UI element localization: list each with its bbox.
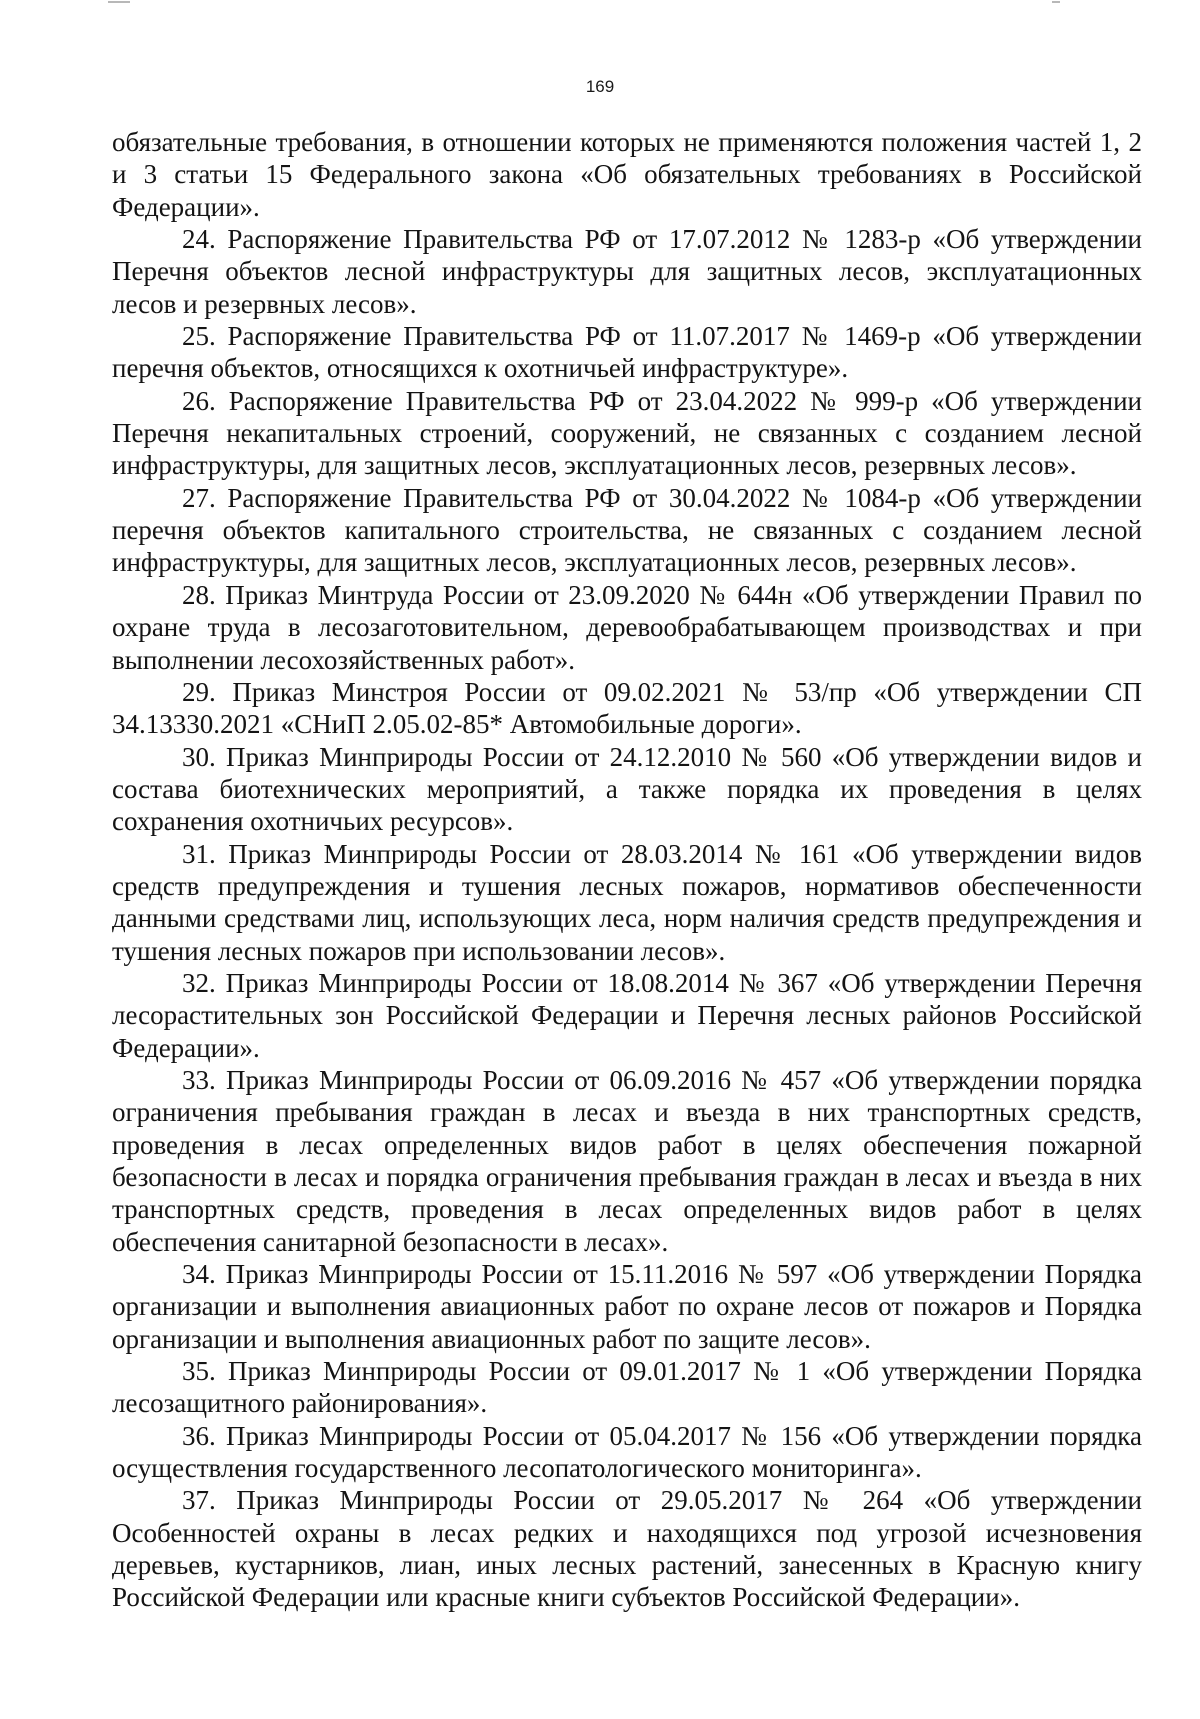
list-item-25: 25. Распоряжение Правительства РФ от 11.07.2017 № 1469-р «Об утверждении перечня объектов, относящихся к охотничьей инфраструктуре».: [112, 321, 1142, 384]
list-item-31: 31. Приказ Минприроды России от 28.03.2014 № 161 «Об утверждении видов средств предупреждения и тушения лесных пожаров, нормативов обеспеченности данными средствами лиц, использующих леса, норм наличия средств предупреждения и тушения лесных пожаров при использовании лесов».: [112, 838, 1142, 966]
list-item-24: 24. Распоряжение Правительства РФ от 17.07.2012 № 1283-р «Об утверждении Перечня объектов лесной инфраструктуры для защитных лесов, эксплуатационных лесов и резервных лесов».: [112, 224, 1142, 319]
list-item-29: 29. Приказ Минстроя России от 09.02.2021 № 53/пр «Об утверждении СП 34.13330.2021 «СНиП 2.05.02-85* Автомобильные дороги».: [112, 676, 1142, 740]
page-number: 169: [585, 77, 615, 96]
list-item-37: 37. Приказ Минприроды России от 29.05.2017 № 264 «Об утверждении Особенностей охраны в лесах редких и находящихся под угрозой исчезновения деревьев, кустарников, лиан, иных лесных растений, занесенных в Красную книгу Российской Федерации или красные книги субъектов Российской Федерации».: [112, 1485, 1142, 1613]
list-item-28: 28. Приказ Минтруда России от 23.09.2020 № 644н «Об утверждении Правил по охране труда в лесозаготовительном, деревообрабатывающем производствах и при выполнении лесохозяйственных работ».: [112, 579, 1142, 675]
paragraph-continuation: обязательные требования, в отношении которых не применяются положения частей 1, 2 и 3 статьи 15 Федерального закона «Об обязательных требованиях в Российской Федерации».: [112, 127, 1142, 222]
document-body: [112, 126, 1142, 1614]
list-item-33: 33. Приказ Минприроды России от 06.09.2016 № 457 «Об утверждении порядка ограничения пребывания граждан в лесах и въезда в них транспортных средств, проведения в лесах определенных видов работ в целях обеспечения пожарной безопасности в лесах и порядка ограничения пребывания граждан в лесах и въезда в них транспортных средств, проведения в лесах определенных видов работ в целях обеспечения санитарной безопасности в лесах».: [112, 1064, 1142, 1257]
scan-artifact: [108, 1, 130, 3]
list-item-27: 27. Распоряжение Правительства РФ от 30.04.2022 № 1084-р «Об утверждении перечня объектов капитального строительства, не связанных с созданием лесной инфраструктуры, для защитных лесов, эксплуатационных лесов, резервных лесов».: [112, 482, 1142, 578]
list-item-26: 26. Распоряжение Правительства РФ от 23.04.2022 № 999-р «Об утверждении Перечня некапитальных строений, сооружений, не связанных с созданием лесной инфраструктуры, для защитных лесов, эксплуатационных лесов, резервных лесов».: [112, 385, 1142, 481]
scan-artifact: [1052, 1, 1060, 3]
list-item-36: 36. Приказ Минприроды России от 05.04.2017 № 156 «Об утверждении порядка осуществления государственного лесопатологического мониторинга».: [112, 1420, 1142, 1484]
list-item-32: 32. Приказ Минприроды России от 18.08.2014 № 367 «Об утверждении Перечня лесорастительных зон Российской Федерации и Перечня лесных районов Российской Федерации».: [112, 967, 1142, 1063]
list-item-35: 35. Приказ Минприроды России от 09.01.2017 № 1 «Об утверждении Порядка лесозащитного районирования».: [112, 1356, 1142, 1419]
list-item-30: 30. Приказ Минприроды России от 24.12.2010 № 560 «Об утверждении видов и состава биотехнических мероприятий, а также порядка их проведения в целях сохранения охотничьих ресурсов».: [112, 741, 1142, 837]
list-item-34: 34. Приказ Минприроды России от 15.11.2016 № 597 «Об утверждении Порядка организации и выполнения авиационных работ по охране лесов от пожаров и Порядка организации и выполнения авиационных работ по защите лесов».: [112, 1259, 1142, 1354]
